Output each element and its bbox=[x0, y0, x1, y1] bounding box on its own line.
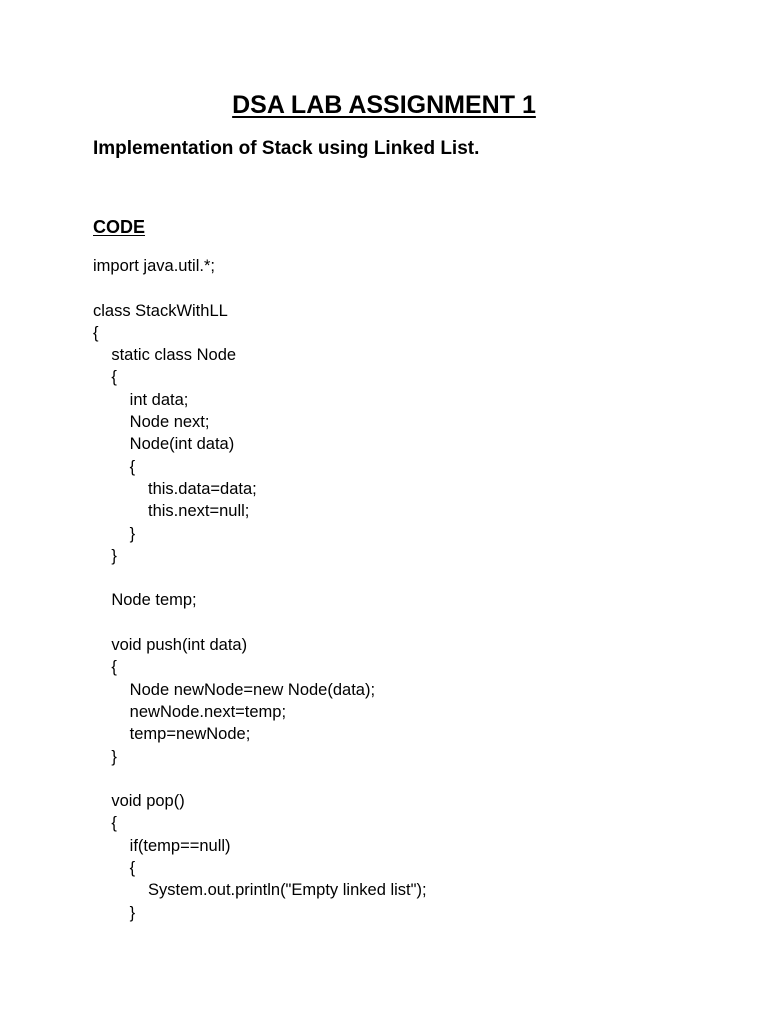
code-line bbox=[93, 567, 427, 589]
code-line: static class Node bbox=[93, 346, 237, 365]
code-line: temp=newNode; bbox=[93, 725, 251, 744]
code-line: } bbox=[93, 524, 136, 543]
code-line bbox=[93, 768, 427, 790]
code-line: newNode.next=temp; bbox=[93, 702, 287, 721]
code-line: Node temp; bbox=[93, 591, 197, 610]
code-line: } bbox=[93, 747, 117, 766]
code-line: { bbox=[93, 368, 117, 387]
code-line: if(temp==null) bbox=[93, 836, 231, 855]
document-title: DSA LAB ASSIGNMENT 1 bbox=[232, 91, 536, 119]
code-line bbox=[93, 277, 427, 299]
code-line: } bbox=[93, 903, 136, 922]
code-line bbox=[93, 612, 427, 634]
code-line: this.next=null; bbox=[93, 502, 250, 521]
code-line: { bbox=[93, 814, 117, 833]
code-line: import java.util.*; bbox=[93, 257, 215, 275]
code-line: void push(int data) bbox=[93, 636, 248, 655]
section-heading-code: CODE bbox=[93, 217, 146, 237]
code-line: Node(int data) bbox=[93, 435, 235, 454]
code-line: { bbox=[93, 859, 136, 878]
code-line: Node newNode=new Node(data); bbox=[93, 680, 376, 699]
document-subtitle: Implementation of Stack using Linked List. bbox=[93, 138, 480, 159]
code-line: class StackWithLL bbox=[93, 301, 228, 320]
code-line: } bbox=[93, 546, 117, 565]
code-line: { bbox=[93, 323, 99, 342]
code-line: int data; bbox=[93, 390, 189, 409]
code-line: void pop() bbox=[93, 792, 185, 811]
code-line: this.data=data; bbox=[93, 479, 257, 498]
code-line: { bbox=[93, 457, 136, 476]
code-line: Node next; bbox=[93, 413, 210, 432]
code-line: System.out.println("Empty linked list"); bbox=[93, 881, 427, 900]
code-block bbox=[93, 255, 427, 924]
code-line: { bbox=[93, 658, 117, 677]
